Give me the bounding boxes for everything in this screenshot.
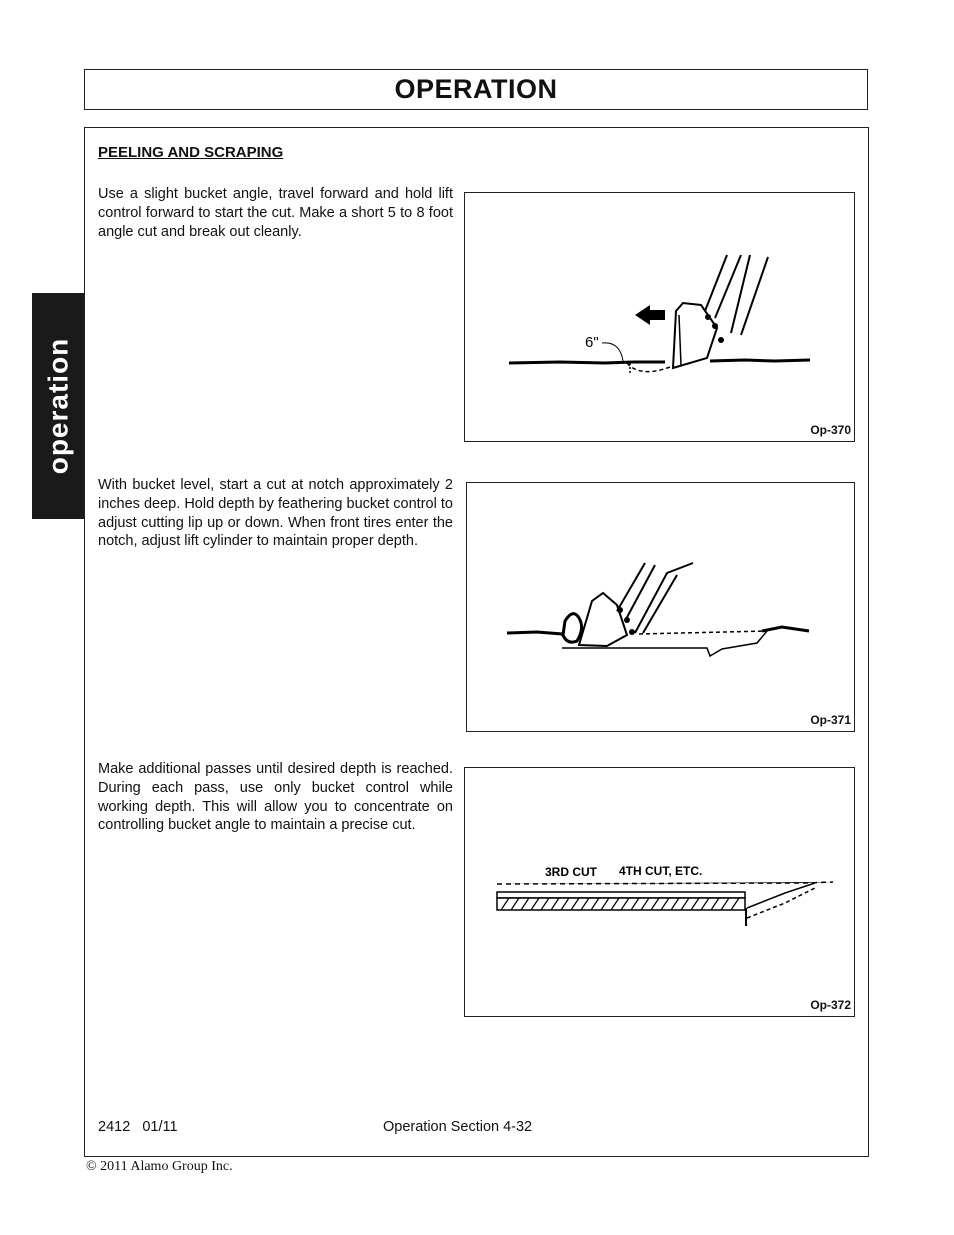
figure-label-op-372: Op-372 [810, 998, 851, 1012]
depth-annotation: 6" [585, 334, 599, 351]
paragraph-3: Make additional passes until desired depth is reached. During each pass, use only bucket control while working depth. This will allow you to concentrate on controlling bucket angle to maintain a precise cut. [98, 761, 453, 834]
figure-op-372-illustration [465, 768, 856, 1018]
section-title: PEELING AND SCRAPING [98, 144, 284, 161]
paragraph-1: Use a slight bucket angle, travel forward and hold lift control forward to start the cut. Make a short 5 to 8 foot angle cut and break out cleanly. [98, 186, 453, 240]
figure-op-370 [464, 192, 855, 442]
footer-model-date: 2412 01/11 [98, 1119, 178, 1135]
page-header [84, 69, 868, 110]
figure-op-370-illustration [465, 193, 856, 443]
side-tab [32, 293, 84, 519]
side-tab-label: operation [42, 337, 73, 475]
figure-op-371-illustration [467, 483, 856, 733]
figure-label-op-370: Op-370 [810, 423, 851, 437]
third-cut-annotation: 3RD CUT [545, 865, 598, 879]
figure-op-372 [464, 767, 855, 1017]
footer-section: Operation Section 4-32 [383, 1119, 533, 1135]
figure-label-op-371: Op-371 [810, 713, 851, 727]
page-title: OPERATION [394, 74, 558, 104]
fourth-cut-annotation: 4TH CUT, ETC. [619, 864, 703, 878]
paragraph-2: With bucket level, start a cut at notch approximately 2 inches deep. Hold depth by feathering bucket control to adjust cutting lip up or down. When front tires enter the notch, adjust lift cylinder to maintain proper depth. [98, 477, 453, 550]
figure-op-371 [466, 482, 855, 732]
copyright: © 2011 Alamo Group Inc. [86, 1159, 233, 1174]
